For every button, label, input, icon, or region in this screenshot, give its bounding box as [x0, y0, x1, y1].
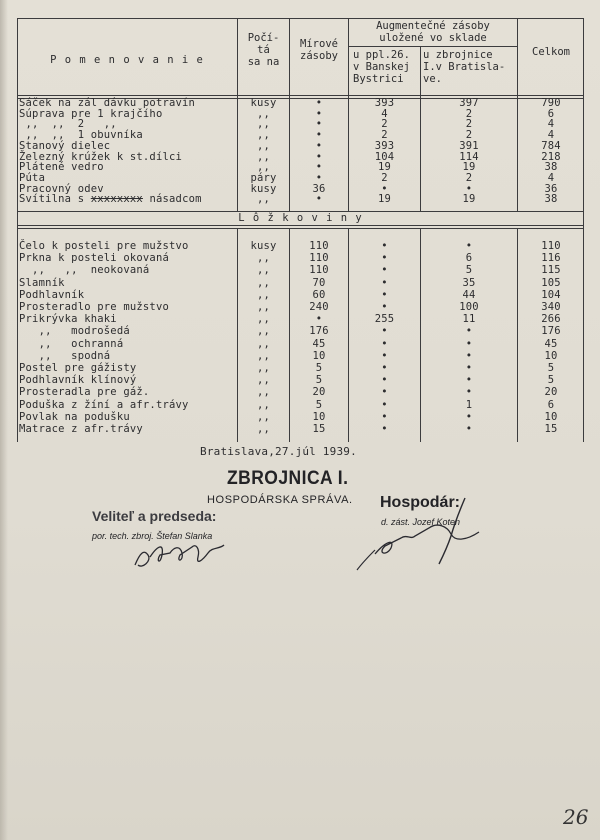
item-name: Matrace z afr.trávy — [19, 423, 143, 435]
table-top-rule — [17, 18, 584, 19]
item-total: 6 — [547, 398, 555, 411]
item-banska: • — [381, 252, 388, 265]
left-signature — [130, 535, 230, 575]
item-unit: ,, — [256, 107, 271, 120]
item-peace: 110 — [309, 240, 329, 252]
item-banska: • — [381, 410, 388, 423]
item-total: 10 — [544, 410, 558, 423]
item-name: Povlak na podušku — [19, 410, 130, 423]
item-banska: • — [381, 301, 388, 313]
item-peace: 10 — [312, 410, 326, 423]
item-name: ,, ,, 1 obuvníka — [19, 129, 143, 142]
item-zbrojnica: • — [465, 410, 473, 423]
item-name: Pracovný odev — [19, 182, 104, 195]
item-banska: • — [381, 182, 388, 195]
item-total: 5 — [547, 374, 555, 387]
item-name: Súprava pre 1 krajčího — [19, 107, 163, 120]
item-peace: • — [315, 118, 323, 131]
item-peace: • — [315, 171, 323, 184]
item-zbrojnica: 11 — [462, 313, 476, 326]
item-total: 5 — [547, 362, 555, 374]
struck-text: xxxxxxxx — [90, 193, 143, 206]
item-zbrojnica: 2 — [465, 129, 473, 142]
item-unit: ,, — [256, 276, 271, 289]
item-peace: 20 — [312, 386, 326, 399]
left-role: Veliteľ a predseda: — [92, 508, 217, 524]
page-number: 26 — [563, 805, 589, 829]
item-zbrojnica: 2 — [465, 171, 473, 184]
item-name: Prikrývka khaki — [19, 313, 117, 326]
item-total: 116 — [541, 252, 561, 265]
header-name: P o m e n o v a n i e — [50, 54, 204, 66]
item-name: Slamník — [19, 276, 65, 289]
item-banska: • — [381, 423, 388, 435]
header-total: Celkom — [532, 46, 570, 58]
item-banska: 2 — [381, 118, 388, 131]
inventory-table — [17, 18, 584, 442]
item-zbrojnica: 397 — [459, 97, 479, 109]
item-peace: • — [315, 150, 323, 163]
header-banska: u ppl.26. v Banskej Bystrici — [353, 49, 410, 85]
item-total: 218 — [541, 150, 561, 163]
item-peace: 10 — [312, 349, 326, 362]
item-name: ,, spodná — [19, 349, 111, 362]
item-zbrojnica: • — [465, 325, 473, 338]
item-unit: ,, — [256, 301, 271, 313]
item-unit: ,, — [256, 129, 271, 142]
item-name: Sáček na zál dávku potravín — [19, 97, 196, 109]
item-zbrojnica: 6 — [465, 252, 473, 265]
stamp-subtitle: HOSPODÁRSKA SPRÁVA. — [207, 494, 353, 506]
item-zbrojnica: • — [465, 386, 473, 399]
item-banska: • — [381, 264, 388, 277]
item-name: Poduška z žíní a afr.trávy — [19, 398, 189, 411]
item-unit: ,, — [256, 423, 271, 435]
item-banska: • — [381, 288, 388, 301]
item-name: Čelo k posteli pre mužstvo — [19, 240, 189, 252]
item-peace: • — [315, 129, 323, 142]
item-unit: ,, — [256, 150, 271, 163]
item-name: Prkna k posteli okovaná — [19, 252, 169, 265]
item-total: 340 — [541, 301, 561, 313]
item-total: 105 — [541, 276, 561, 289]
item-zbrojnica: • — [465, 423, 473, 435]
item-peace: • — [315, 313, 323, 326]
item-total: 38 — [544, 193, 558, 206]
item-zbrojnica: • — [465, 240, 473, 252]
section2-title: L ô ž k o v i n y — [238, 212, 363, 224]
item-total: 6 — [547, 107, 555, 120]
item-banska: 19 — [377, 193, 392, 206]
item-unit: ,, — [256, 313, 271, 326]
item-total: 10 — [544, 349, 558, 362]
stamp-title: ZBROJNICA I. — [227, 468, 349, 489]
item-banska: 2 — [381, 171, 388, 184]
item-zbrojnica: 391 — [459, 139, 479, 152]
item-peace: 5 — [315, 374, 323, 387]
item-peace: 15 — [312, 423, 326, 435]
header-bottom-rule — [17, 95, 584, 96]
item-zbrojnica: 114 — [459, 150, 479, 163]
item-banska: • — [381, 374, 388, 387]
item-banska: • — [381, 276, 388, 289]
item-name: Prosteradla pre gáž. — [19, 386, 150, 399]
item-zbrojnica: • — [465, 374, 473, 387]
header-zbrojnica: u zbrojnice I.v Bratisla- ve. — [423, 49, 506, 85]
item-zbrojnica: 1 — [465, 398, 473, 411]
item-unit: ,, — [256, 264, 271, 277]
item-banska: 393 — [374, 139, 395, 152]
section2-title-rule — [17, 225, 584, 226]
item-name: ,, ,, neokovaná — [19, 264, 150, 277]
item-zbrojnica: 44 — [462, 288, 476, 301]
item-banska: 4 — [381, 107, 388, 120]
item-total: 4 — [547, 129, 555, 142]
item-unit: ,, — [256, 386, 271, 399]
item-zbrojnica: 19 — [462, 193, 476, 206]
header-peace: Mírové zásoby — [300, 38, 338, 62]
item-zbrojnica: 5 — [465, 264, 473, 277]
section2-title-rule-2 — [17, 228, 584, 229]
item-unit: ,, — [256, 118, 271, 131]
header-count: Počí- tá sa na — [247, 32, 280, 68]
item-name: Prosteradlo pre mužstvo — [19, 301, 169, 313]
item-peace: • — [315, 193, 323, 206]
item-name-end: násadcom — [142, 193, 202, 206]
augment-divider-rule — [348, 46, 517, 47]
item-unit: ,, — [256, 161, 271, 174]
item-name: Púta — [19, 171, 46, 184]
item-unit: ,, — [256, 337, 271, 350]
item-peace: • — [315, 107, 323, 120]
item-total: 104 — [541, 288, 561, 301]
item-unit: páry — [250, 171, 277, 184]
item-unit: ,, — [256, 193, 271, 206]
item-zbrojnica: 19 — [462, 161, 476, 174]
item-total: 45 — [544, 337, 558, 350]
item-peace: 5 — [315, 362, 323, 374]
item-peace: • — [315, 139, 323, 152]
item-banska: • — [381, 398, 388, 411]
item-total: 36 — [544, 182, 558, 195]
item-name: Podhlavník — [19, 288, 85, 301]
item-peace: 45 — [312, 337, 326, 350]
item-unit: ,, — [256, 362, 271, 374]
item-total: 176 — [541, 325, 561, 338]
item-zbrojnica: 100 — [459, 301, 479, 313]
item-banska: • — [381, 349, 388, 362]
item-name: ,, ochranná — [19, 337, 124, 350]
item-unit: ,, — [256, 398, 271, 411]
right-role: Hospodár: — [380, 494, 460, 511]
item-unit: ,, — [256, 374, 271, 387]
item-zbrojnica: • — [465, 349, 473, 362]
item-total: 15 — [544, 423, 558, 435]
item-name-text: Svítilna s — [19, 193, 91, 206]
item-name: Železný krúžek k st.dílci — [19, 150, 183, 163]
item-peace: 60 — [312, 288, 326, 301]
item-zbrojnica: • — [465, 337, 473, 350]
item-banska: • — [381, 325, 388, 338]
item-total: 20 — [544, 386, 558, 399]
item-banska: 255 — [374, 313, 395, 326]
item-banska: 393 — [374, 97, 395, 109]
item-name: Podhlavník klínový — [19, 374, 137, 387]
item-banska: 2 — [381, 129, 388, 142]
right-name: d. zást. Jozef Koten — [381, 517, 461, 527]
item-name: Plátené vedro — [19, 161, 104, 174]
item-peace: 36 — [312, 182, 326, 195]
item-banska: 104 — [374, 150, 395, 163]
item-banska: • — [381, 337, 388, 350]
item-peace: 110 — [309, 252, 329, 265]
item-peace: 70 — [312, 276, 326, 289]
item-total: 110 — [541, 240, 561, 252]
item-total: 4 — [547, 118, 555, 131]
item-zbrojnica: 35 — [462, 276, 476, 289]
item-total: 115 — [541, 264, 561, 277]
item-unit: ,, — [256, 139, 271, 152]
item-banska: • — [381, 386, 388, 399]
date-line: Bratislava,27.júl 1939. — [200, 445, 357, 458]
item-unit: ,, — [256, 288, 271, 301]
item-peace: • — [315, 161, 323, 174]
item-peace: 5 — [315, 398, 323, 411]
item-unit: ,, — [256, 410, 271, 423]
table-left-rule — [17, 18, 18, 442]
item-name — [19, 194, 239, 205]
item-peace: 240 — [309, 301, 329, 313]
item-unit: kusy — [250, 182, 277, 195]
item-unit: ,, — [256, 325, 271, 338]
item-total: 38 — [544, 161, 558, 174]
item-peace: 176 — [309, 325, 329, 338]
item-name: ,, ,, 2 ,, — [19, 118, 117, 131]
left-name: por. tech. zbroj. Štefan Slanka — [92, 531, 213, 541]
item-total: 784 — [541, 139, 561, 152]
item-total: 4 — [547, 171, 555, 184]
item-zbrojnica: 2 — [465, 118, 473, 131]
item-zbrojnica: • — [465, 182, 473, 195]
item-unit: ,, — [256, 252, 271, 265]
item-unit: kusy — [250, 240, 277, 252]
item-unit: kusy — [250, 97, 277, 109]
right-signature — [355, 492, 495, 572]
item-banska: 19 — [377, 161, 392, 174]
item-peace: 110 — [309, 264, 329, 277]
header-augment: Augmentečné zásoby uložené vo sklade — [376, 20, 490, 44]
item-total: 790 — [541, 97, 561, 109]
item-zbrojnica: • — [465, 362, 473, 374]
item-total: 266 — [541, 313, 561, 326]
item-banska: • — [381, 240, 388, 252]
item-peace: • — [315, 97, 323, 109]
item-name: Postel pre gážisty — [19, 362, 137, 374]
item-zbrojnica: 2 — [465, 107, 473, 120]
item-name: ,, modrošedá — [19, 325, 130, 338]
item-unit: ,, — [256, 349, 271, 362]
item-banska: • — [381, 362, 388, 374]
item-name: Stanový dielec — [19, 139, 111, 152]
